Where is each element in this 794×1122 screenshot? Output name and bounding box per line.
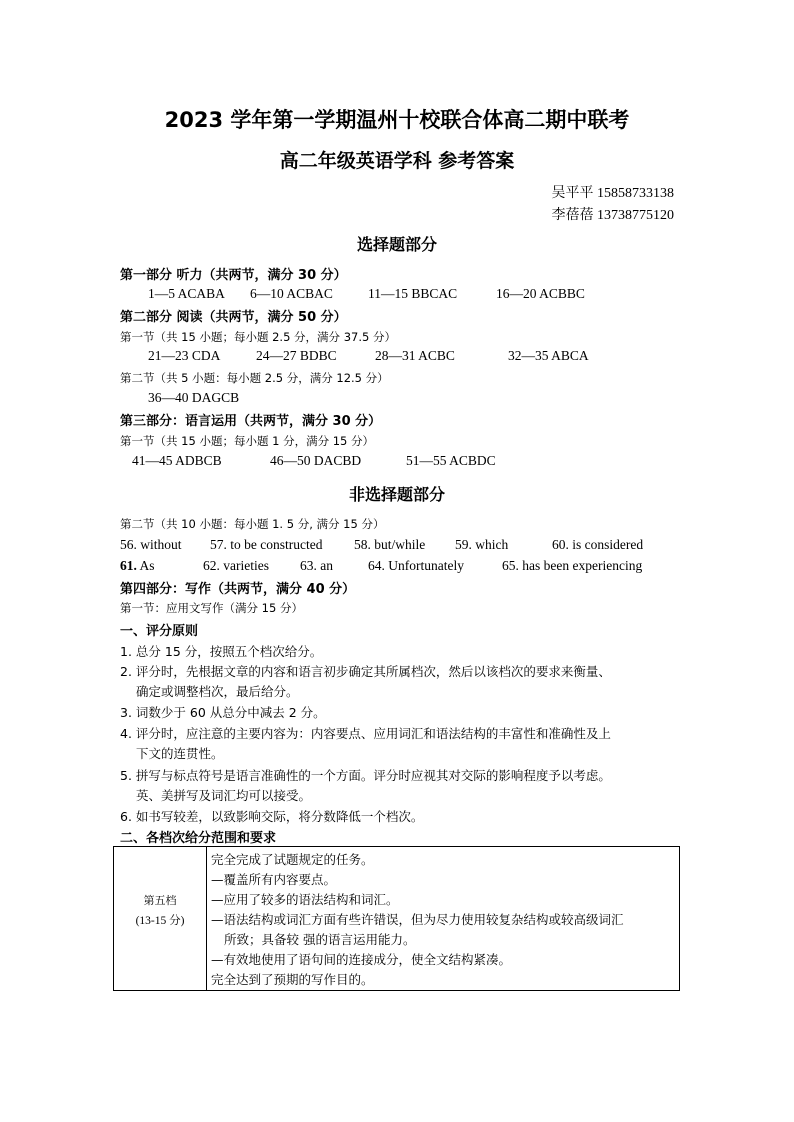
- part2-sec2-title: 第二节（共 5 小题：每小题 2.5 分，满分 12.5 分）: [120, 371, 389, 385]
- grade-line-2: —覆盖所有内容要点。: [211, 872, 337, 887]
- answer-36-40: 36—40 DAGCB: [148, 390, 240, 405]
- fill-65: 65. has been experiencing: [502, 558, 643, 573]
- grade-line-6: —有效地使用了语句间的连接成分，使全文结构紧凑。: [211, 952, 512, 967]
- answer-46-50: 46—50 DACBD: [270, 453, 362, 468]
- page-subtitle: 高二年级英语学科 参考答案: [279, 150, 515, 172]
- grade-line-7: 完全达到了预期的写作目的。: [211, 972, 374, 987]
- grade-line-5: 所致；具备较 强的语言运用能力。: [224, 932, 416, 947]
- answer-51-55: 51—55 ACBDC: [406, 453, 496, 468]
- grade-line-4: —语法结构或词汇方面有些许错误，但为尽力使用较复杂结构或较高级词汇: [211, 912, 624, 927]
- grade-table-divider: [206, 846, 207, 991]
- fill-60: 60. is considered: [552, 537, 644, 552]
- grade-level: 第五档: [143, 894, 177, 907]
- contact-2: 李蓓蓓 13738775120: [551, 208, 674, 223]
- answer-16-20: 16—20 ACBBC: [496, 286, 585, 301]
- fill-58: 58. but/while: [354, 537, 426, 552]
- page-title: 2023 学年第一学期温州十校联合体高二期中联考: [164, 108, 630, 132]
- subjective-heading: 非选择题部分: [348, 485, 445, 504]
- grades-title: 二、各档次给分范围和要求: [120, 831, 277, 846]
- principle-4-cont: 下文的连贯性。: [136, 746, 224, 761]
- principle-4: 4. 评分时，应注意的主要内容为：内容要点、应用词汇和语法结构的丰富性和准确性及上: [120, 726, 611, 741]
- fill-62: 62. varieties: [203, 558, 269, 573]
- answer-11-15: 11—15 BBCAC: [368, 286, 458, 301]
- writing-sec1-title: 第一节：应用文写作（满分 15 分）: [120, 601, 303, 615]
- answer-32-35: 32—35 ABCA: [508, 348, 589, 363]
- fill-61: [120, 558, 155, 574]
- part4-title: 第四部分：写作（共两节，满分 40 分）: [120, 582, 356, 597]
- grade-range: (13-15 分): [135, 915, 185, 927]
- fill-64: 64. Unfortunately: [368, 558, 464, 573]
- grade-line-1: 完全完成了试题规定的任务。: [211, 852, 374, 867]
- answer-41-45: 41—45 ADBCB: [132, 453, 222, 468]
- answer-21-23: 21—23 CDA: [148, 348, 221, 363]
- grammar-sec-title: 第二节（共 10 小题：每小题 1. 5 分, 满分 15 分）: [120, 517, 385, 531]
- answer-24-27: 24—27 BDBC: [256, 348, 337, 363]
- principle-6: 6. 如书写较差，以致影响交际，将分数降低一个档次。: [120, 809, 424, 824]
- part2-title: 第二部分 阅读（共两节，满分 50 分）: [120, 310, 347, 325]
- principle-2: 2. 评分时，先根据文章的内容和语言初步确定其所属档次，然后以该档次的要求来衡量、: [120, 664, 611, 679]
- part1-title: 第一部分 听力（共两节，满分 30 分）: [120, 268, 347, 283]
- answer-6-10: 6—10 ACBAC: [250, 286, 333, 301]
- part2-sec1-title: 第一节（共 15 小题；每小题 2.5 分，满分 37.5 分）: [120, 330, 396, 344]
- fill-63: 63. an: [300, 558, 333, 573]
- fill-56: 56. without: [120, 537, 182, 552]
- principle-1: 1. 总分 15 分，按照五个档次给分。: [120, 644, 323, 659]
- fill-57: 57. to be constructed: [210, 537, 323, 552]
- principle-5: 5. 拼写与标点符号是语言准确性的一个方面。评分时应视其对交际的影响程度予以考虑。: [120, 768, 611, 783]
- principle-2-cont: 确定或调整档次，最后给分。: [136, 684, 299, 699]
- principle-3: 3. 词数少于 60 从总分中减去 2 分。: [120, 705, 326, 720]
- contact-1: 吴平平 15858733138: [551, 186, 674, 201]
- answer-28-31: 28—31 ACBC: [375, 348, 455, 363]
- answer-1-5: 1—5 ACABA: [148, 286, 225, 301]
- part3-sec1-title: 第一节（共 15 小题；每小题 1 分，满分 15 分）: [120, 434, 375, 448]
- objective-heading: 选择题部分: [356, 235, 437, 254]
- grade-line-3: —应用了较多的语法结构和词汇。: [211, 892, 399, 907]
- principles-title: 一、评分原则: [120, 624, 199, 639]
- fill-61-answer: As: [139, 558, 155, 573]
- fill-59: 59. which: [455, 537, 509, 552]
- principle-5-cont: 英、美拼写及词汇均可以接受。: [136, 788, 312, 803]
- part3-title: 第三部分：语言运用（共两节，满分 30 分）: [120, 414, 382, 429]
- fill-61-number: 61.: [120, 558, 137, 573]
